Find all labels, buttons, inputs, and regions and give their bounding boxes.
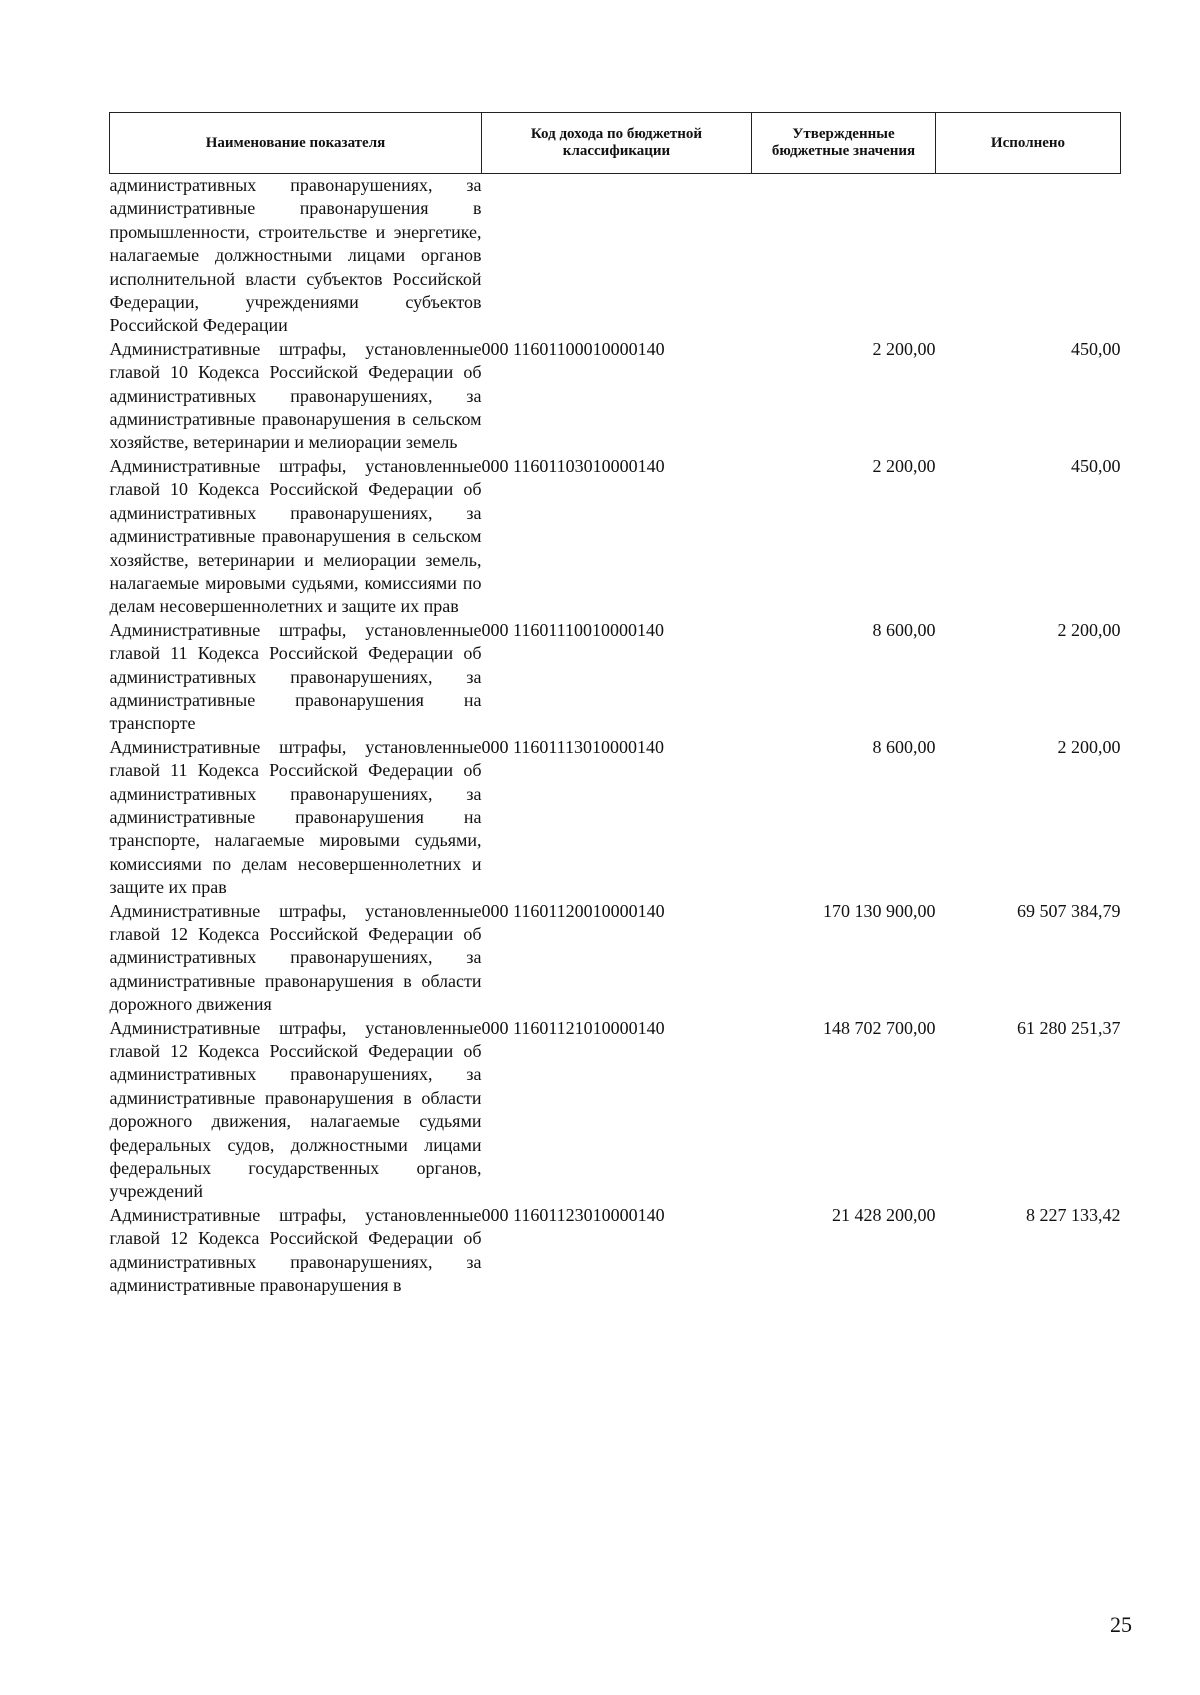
table-row — [110, 736, 1121, 900]
page-number: 25 — [1110, 1612, 1132, 1637]
row-code — [482, 174, 752, 338]
row-approved: 8 600,00 — [872, 619, 936, 640]
header-name: Наименование показателя — [110, 113, 482, 174]
header-executed: Исполнено — [936, 113, 1121, 174]
row-approved: 148 702 700,00 — [823, 1017, 936, 1038]
row-approved — [752, 174, 936, 338]
row-code: 000 11601123010000140 — [481, 1204, 665, 1225]
table-row — [110, 1204, 1121, 1298]
row-executed: 61 280 251,37 — [1017, 1017, 1121, 1038]
row-executed: 69 507 384,79 — [1017, 900, 1121, 921]
table-row — [110, 174, 1121, 338]
row-executed: 8 227 133,42 — [1026, 1204, 1121, 1225]
table-row — [110, 900, 1121, 1017]
table-header-row — [110, 113, 1121, 174]
row-approved: 8 600,00 — [872, 736, 936, 757]
row-approved: 2 200,00 — [872, 338, 936, 359]
row-approved: 170 130 900,00 — [823, 900, 936, 921]
row-code: 000 11601100010000140 — [481, 338, 665, 359]
revenue-table — [109, 112, 1121, 1298]
row-approved: 2 200,00 — [872, 455, 936, 476]
row-name: Административные штрафы, установленные главой 12 Кодекса Российской Федерации об административных правонарушениях, за административные правонарушения в области дорожного движения — [109, 900, 482, 1015]
table-row — [110, 619, 1121, 736]
row-executed: 2 200,00 — [1057, 619, 1121, 640]
row-approved: 21 428 200,00 — [832, 1204, 936, 1225]
row-name: Административные штрафы, установленные главой 10 Кодекса Российской Федерации об административных правонарушениях, за административные правонарушения в сельском хозяйстве, ветеринарии и мелиорации земель — [109, 338, 482, 453]
header-code: Код дохода по бюджетной классификации — [482, 113, 752, 174]
table-row — [110, 455, 1121, 619]
row-code: 000 11601113010000140 — [481, 736, 664, 757]
row-code: 000 11601120010000140 — [481, 900, 665, 921]
table-row — [110, 338, 1121, 455]
row-name: Административные штрафы, установленные главой 12 Кодекса Российской Федерации об административных правонарушениях, за административные правонарушения в области дорожного движения, налагаемые судьями федеральных судов, должностными лицами федеральных государственных органов, учреждений — [109, 1017, 482, 1202]
row-code: 000 11601103010000140 — [481, 455, 665, 476]
row-name: Административные штрафы, установленные главой 12 Кодекса Российской Федерации об административных правонарушениях, за административные правонарушения в — [109, 1204, 482, 1296]
row-code: 000 11601121010000140 — [481, 1017, 665, 1038]
row-name: Административные штрафы, установленные главой 10 Кодекса Российской Федерации об административных правонарушениях, за административные правонарушения в сельском хозяйстве, ветеринарии и мелиорации земель, налагаемые мировыми судьями, комиссиями по делам несовершеннолетних и защите их прав — [109, 455, 482, 617]
row-name: Административные штрафы, установленные главой 11 Кодекса Российской Федерации об административных правонарушениях, за административные правонарушения на транспорте, налагаемые мировыми судьями, комиссиями по делам несовершеннолетних и защите их прав — [109, 736, 482, 898]
row-executed: 450,00 — [1071, 455, 1121, 476]
row-name: административных правонарушениях, за административные правонарушения в промышленности, строительстве и энергетике, налагаемые должностными лицами органов исполнительной власти субъектов Российской Федерации, учреждениями субъектов Российской Федерации — [109, 175, 482, 336]
row-executed — [936, 174, 1121, 338]
row-executed: 450,00 — [1071, 338, 1121, 359]
row-name: Административные штрафы, установленные главой 11 Кодекса Российской Федерации об административных правонарушениях, за административные правонарушения на транспорте — [109, 619, 482, 734]
row-code: 000 11601110010000140 — [481, 619, 664, 640]
table-row — [110, 1017, 1121, 1204]
header-approved: Утвержденные бюджетные значения — [752, 113, 936, 174]
row-executed: 2 200,00 — [1057, 736, 1121, 757]
